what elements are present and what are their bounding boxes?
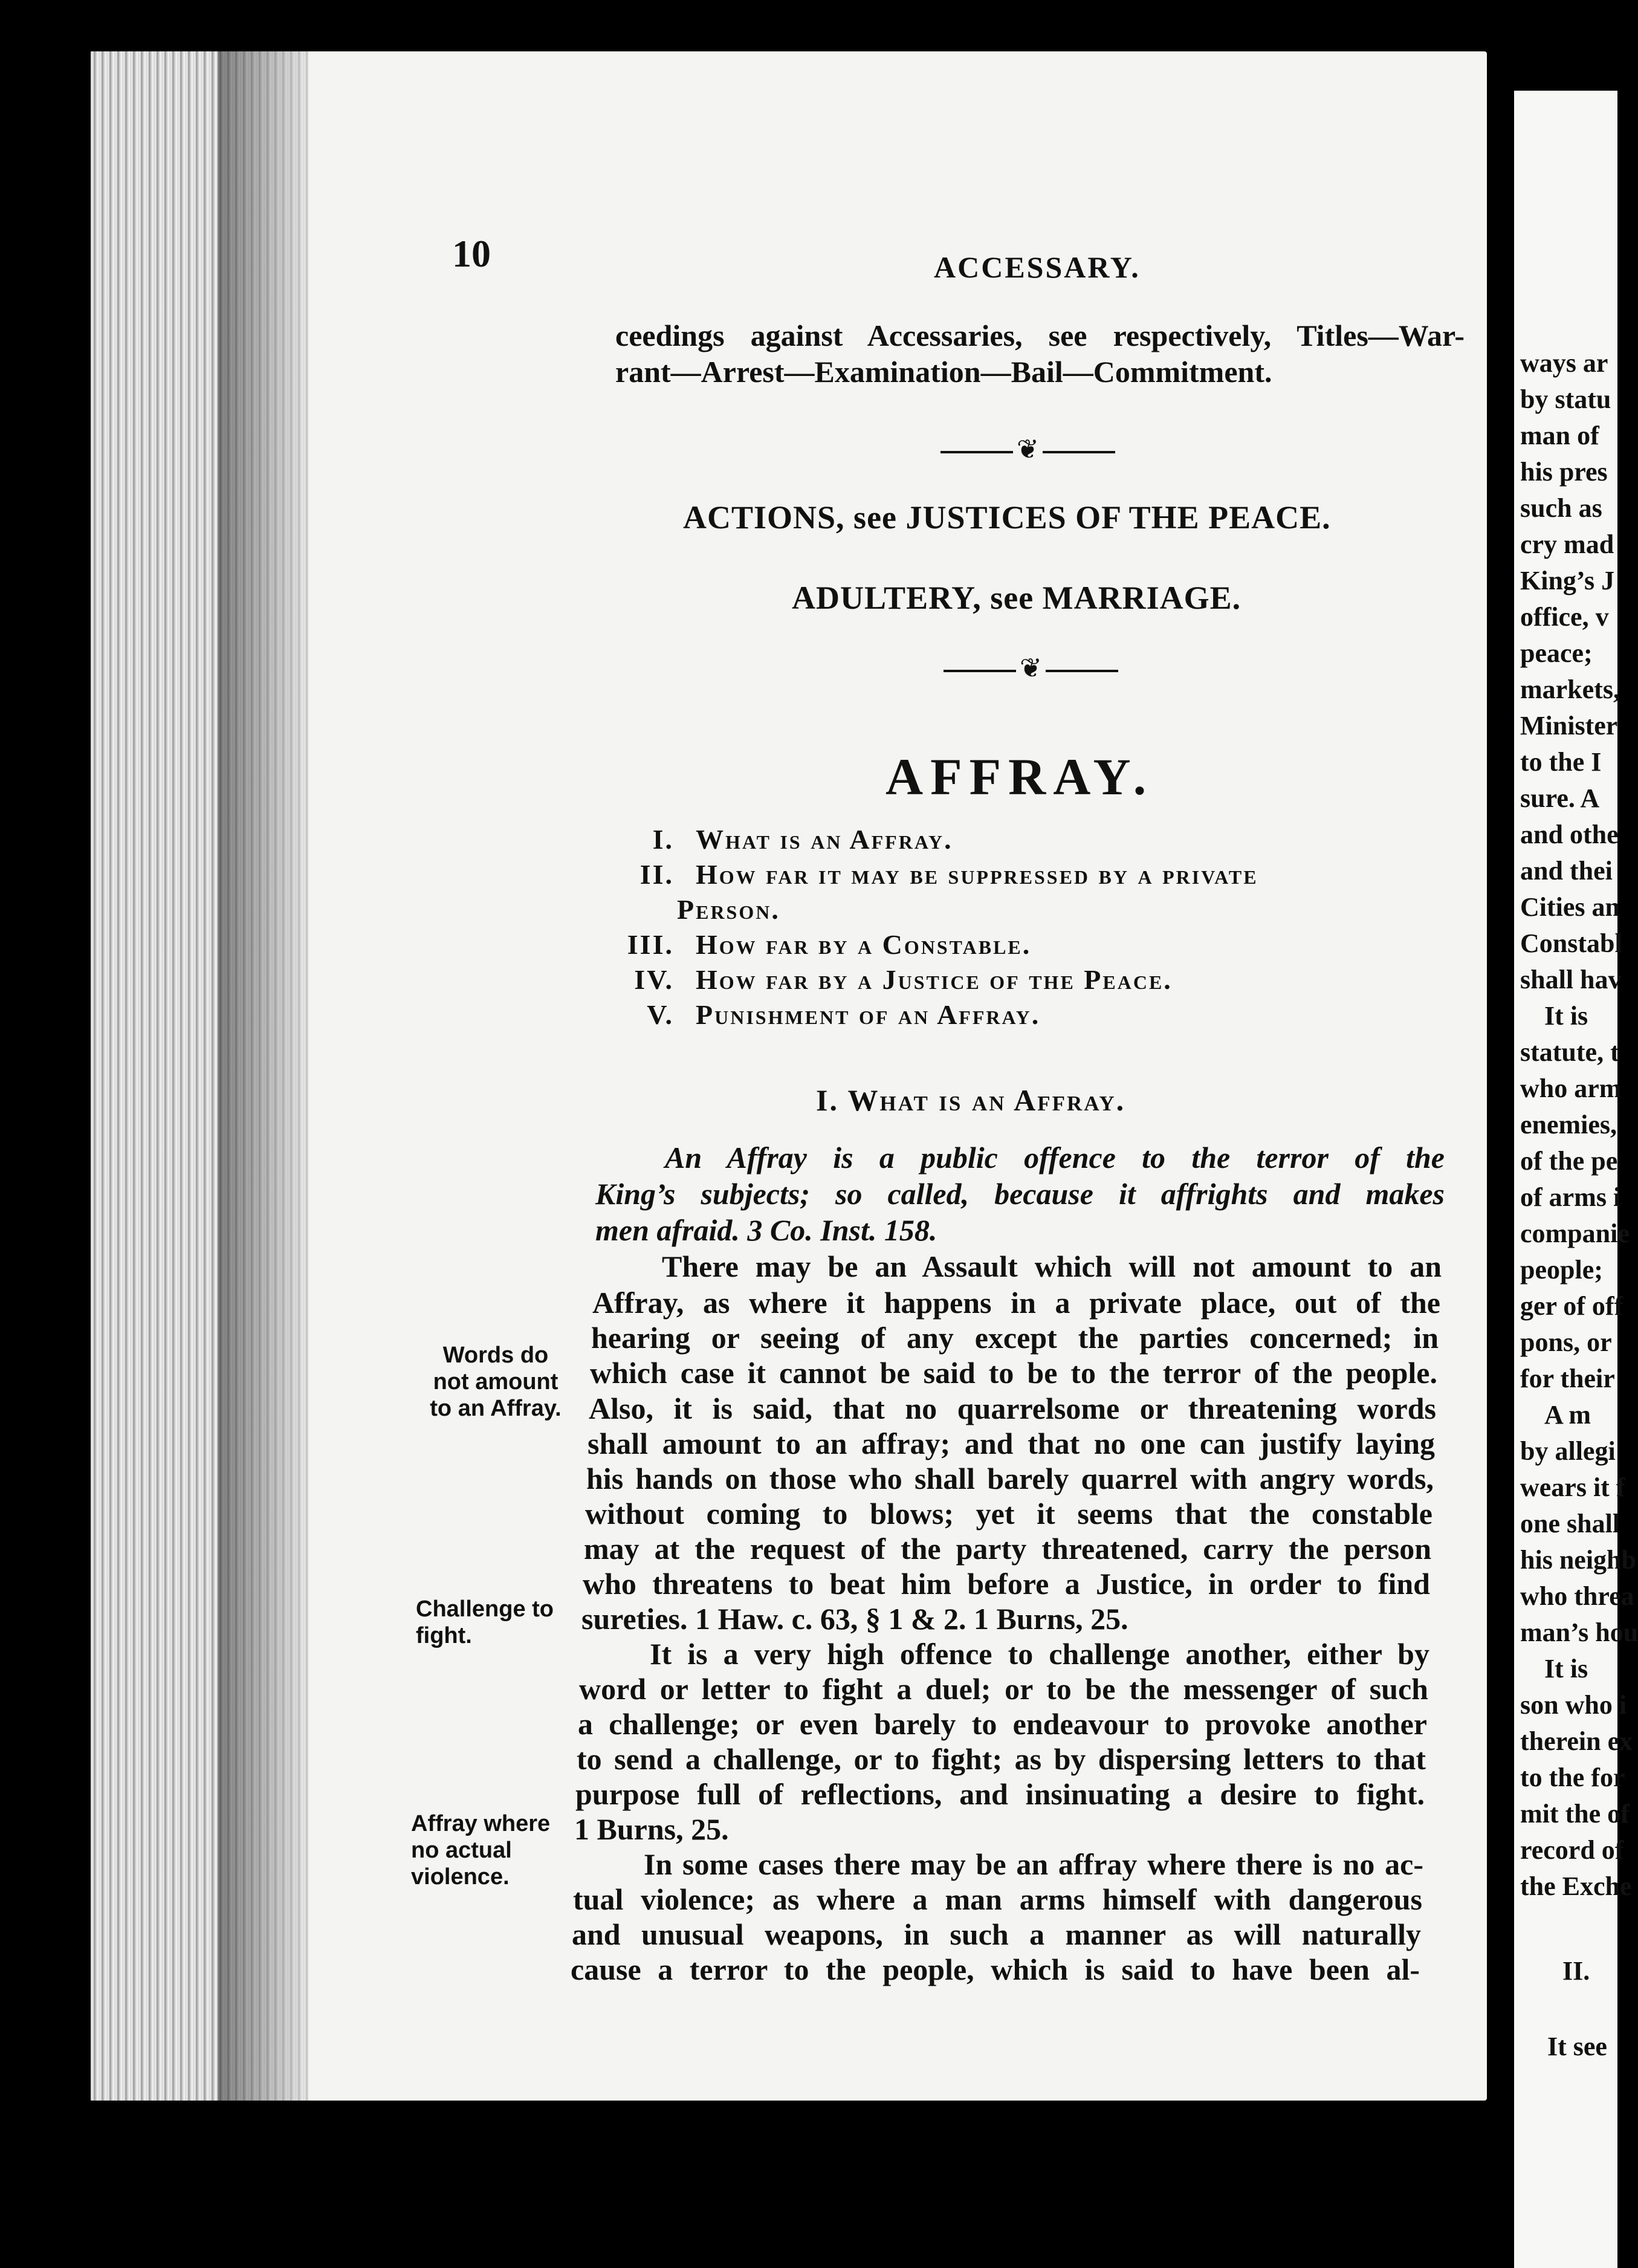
adjacent-line: pons, or [1520, 1327, 1612, 1357]
adjacent-line: and thei [1520, 856, 1613, 886]
page-number: 10 [452, 232, 491, 275]
body-line: to send a challenge, or to fight; as by dispersing letters to that [577, 1742, 1426, 1776]
body-line: There may be an Assault which will not amount to an [662, 1249, 1442, 1283]
opening-line-1: ceedings against Accessaries, see respectively, Titles—War- [615, 319, 1465, 352]
adjacent-line: who arm [1520, 1074, 1622, 1103]
adjacent-line: cry mad [1520, 530, 1614, 559]
adjacent-page [1514, 91, 1638, 2268]
adjacent-line: It is [1544, 1001, 1588, 1031]
body-line: his hands on those who shall barely quarrel with angry words, [586, 1462, 1434, 1495]
body-line: An Affray is a public offence to the terror of the [665, 1141, 1445, 1174]
body-line: purpose full of reflections, and insinuating a desire to fight. [575, 1777, 1425, 1811]
adjacent-line: who threa [1520, 1581, 1634, 1611]
body-line: cause a terror to the people, which is said to have been al- [571, 1952, 1420, 1986]
body-line: shall amount to an affray; and that no one can justify laying [588, 1427, 1435, 1460]
adjacent-line: wears it f [1520, 1473, 1625, 1502]
adjacent-line: It see [1547, 2032, 1607, 2061]
contents-item: III. How far by a Constable. [627, 929, 1032, 960]
adjacent-line: mit the of [1520, 1799, 1630, 1829]
adjacent-line: Constabl [1520, 928, 1622, 958]
adjacent-line: Minister [1520, 711, 1618, 740]
opening-line-2: rant—Arrest—Examination—Bail—Commitment. [615, 355, 1272, 389]
body-line: King’s subjects; so called, because it affrights and makes [595, 1177, 1445, 1211]
running-head: ACCESSARY. [934, 250, 1141, 284]
adjacent-line: therein ex [1520, 1726, 1633, 1756]
body-line: may at the request of the party threatened, carry the person [584, 1532, 1431, 1566]
adjacent-line: to the for [1520, 1763, 1625, 1792]
margin-note-no-violence: Affray where no actual violence. [411, 1811, 551, 1890]
adjacent-line: It is [1544, 1654, 1588, 1683]
body-line: men afraid. 3 Co. Inst. 158. [595, 1213, 937, 1247]
adjacent-line: man of [1520, 421, 1599, 450]
adjacent-line: to the I [1520, 747, 1602, 777]
adjacent-line: II. [1562, 1956, 1590, 1986]
body-line: It is a very high offence to challenge another, either by [650, 1637, 1429, 1671]
adjacent-line: the Exche [1520, 1871, 1632, 1901]
adjacent-line: of arms i [1520, 1182, 1621, 1212]
body-line: hearing or seeing of any except the parties concerned; in [591, 1321, 1439, 1355]
adjacent-line: such as [1520, 493, 1602, 523]
adjacent-line: enemies, [1520, 1110, 1617, 1139]
cross-ref-adultery: ADULTERY, see MARRIAGE. [792, 580, 1241, 616]
ornament-divider: ❦ [937, 434, 1119, 465]
contents-item: V. Punishment of an Affray. [647, 999, 1041, 1030]
margin-note-challenge: Challenge to fight. [416, 1596, 554, 1648]
adjacent-line: record of [1520, 1835, 1624, 1865]
adjacent-line: peace; [1520, 638, 1593, 668]
contents-item: IV. How far by a Justice of the Peace. [634, 964, 1173, 995]
body-line: Affray, as where it happens in a private place, out of the [592, 1286, 1440, 1320]
cross-ref-actions: ACTIONS, see JUSTICES OF THE PEACE. [683, 499, 1331, 536]
section-title: AFFRAY. [885, 748, 1154, 806]
body-line: In some cases there may be an affray where there is no ac- [644, 1847, 1423, 1881]
adjacent-line: statute, t [1520, 1037, 1619, 1067]
body-line: Also, it is said, that no quarrelsome or threatening words [589, 1392, 1436, 1425]
adjacent-line: and othe [1520, 820, 1619, 849]
adjacent-line: King’s J [1520, 566, 1615, 595]
adjacent-line: man’s hou [1520, 1618, 1638, 1647]
adjacent-line: one shall [1520, 1509, 1620, 1538]
contents-item: II. How far it may be suppressed by a private [639, 859, 1258, 890]
body-line: and unusual weapons, in such a manner as will naturally [572, 1917, 1421, 1951]
body-line: a challenge; or even barely to endeavour to provoke another [578, 1707, 1427, 1741]
adjacent-line: son who i [1520, 1690, 1627, 1720]
adjacent-line: people; [1520, 1255, 1603, 1285]
adjacent-line: by statu [1520, 384, 1611, 414]
contents-item: Person. [677, 894, 780, 925]
adjacent-line: his neighb [1520, 1545, 1636, 1575]
ornament-divider-2: ❦ [940, 653, 1122, 684]
body-line: sureties. 1 Haw. c. 63, § 1 & 2. 1 Burns, 25. [581, 1602, 1128, 1636]
adjacent-line: shall hav [1520, 965, 1622, 994]
adjacent-line: his pres [1520, 457, 1608, 487]
body-line: 1 Burns, 25. [574, 1812, 729, 1846]
adjacent-line: A m [1544, 1400, 1591, 1430]
adjacent-line: office, v [1520, 602, 1609, 632]
adjacent-line: markets, [1520, 675, 1620, 704]
contents-item: I. What is an Affray. [652, 824, 953, 855]
body-line: without coming to blows; yet it seems that the constable [585, 1497, 1432, 1531]
adjacent-line: Cities an [1520, 892, 1620, 922]
body-line: which case it cannot be said to be to the terror of the people. [590, 1356, 1437, 1390]
adjacent-line: for their [1520, 1364, 1615, 1393]
adjacent-line: ways ar [1520, 348, 1608, 378]
body-line: who threatens to beat him before a Justice, in order to find [583, 1567, 1430, 1601]
adjacent-line: companie [1520, 1219, 1630, 1248]
body-line: tual violence; as where a man arms himself with dangerous [573, 1882, 1422, 1916]
margin-note-words: Words do not amount to an Affray. [430, 1343, 562, 1421]
adjacent-line: of the pe [1520, 1146, 1618, 1176]
adjacent-line: ger of off [1520, 1291, 1623, 1321]
adjacent-line: by allegi [1520, 1436, 1616, 1466]
body-line: word or letter to fight a duel; or to be the messenger of such [579, 1672, 1428, 1706]
adjacent-line: sure. A [1520, 783, 1600, 813]
spine-shadow [218, 51, 308, 2101]
subsection-heading: I. What is an Affray. [816, 1083, 1126, 1117]
